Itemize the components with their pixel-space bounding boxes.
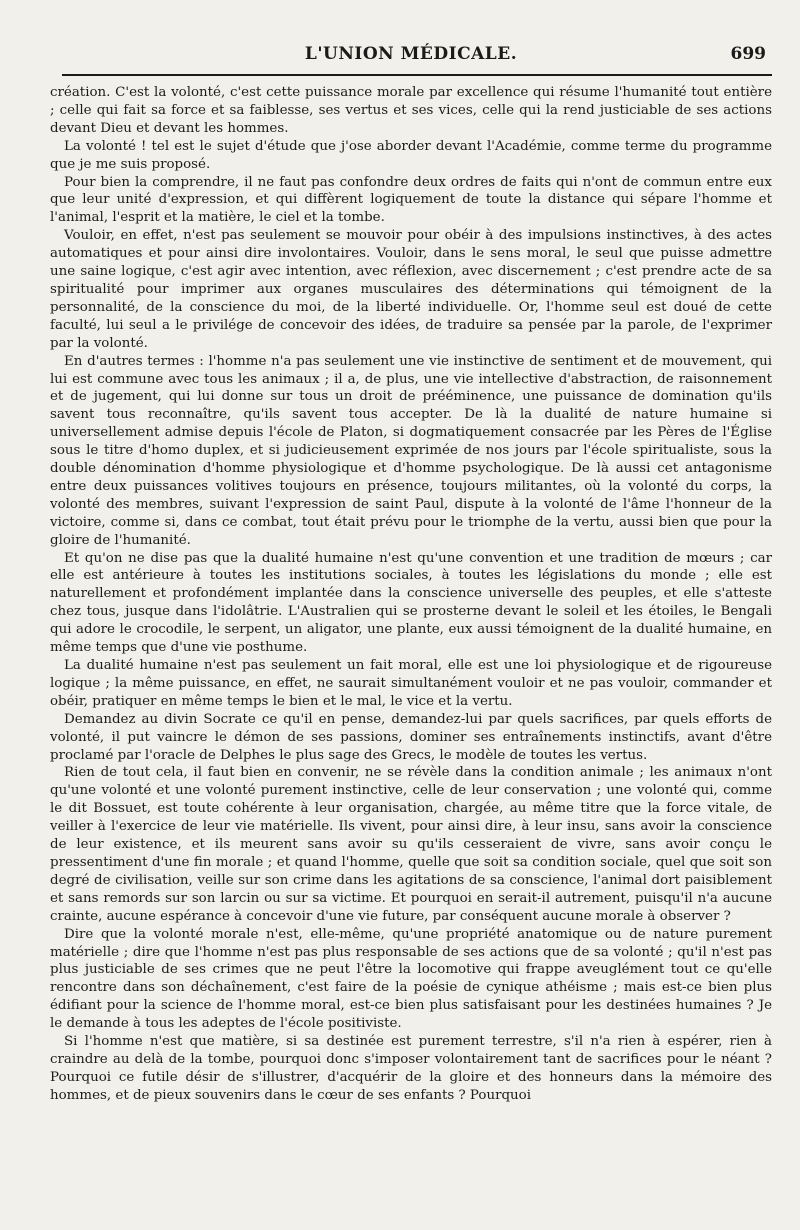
page-header	[50, 40, 772, 70]
paragraph: création. C'est la volonté, c'est cette puissance morale par excellence qui résume l'humanité tout entière ; celle qui fait sa force et sa faiblesse, ses vertus et ses vices, celle qui la rend justiciable de ses actions devant Dieu et devant les hommes.	[50, 85, 772, 136]
paragraph: La volonté ! tel est le sujet d'étude que j'ose aborder devant l'Académie, comme terme du programme que je me suis proposé.	[50, 138, 772, 172]
paragraph: Et qu'on ne dise pas que la dualité humaine n'est qu'une convention et une tradition de mœurs ; car elle est antérieure à toutes les institutions sociales, à toutes les législations du monde ; elle est naturellement et profondément implantée dans la conscience universelle des peuples, et elle s'atteste chez tous, jusque dans l'idolâtrie. L'Australien qui se prosterne devant le soleil et les étoiles, le Bengali qui adore le crocodile, le serpent, un aligator, une plante, eux aussi témoignent de la dualité humaine, en même temps que d'une vie posthume.	[50, 550, 772, 656]
body-text	[50, 84, 772, 1105]
paragraph: Si l'homme n'est que matière, si sa destinée est purement terrestre, s'il n'a rien à espérer, rien à craindre au delà de la tombe, pourquoi donc s'imposer volontairement tant de sacrifices pour le néant ? Pourquoi ce futile désir de s'illustrer, d'acquérir de la gloire et des honneurs dans la mémoire des hommes, et de pieux souvenirs dans le cœur de ses enfants ? Pourquoi	[50, 1034, 772, 1103]
page-number: 699	[730, 44, 766, 64]
paragraph: Rien de tout cela, il faut bien en convenir, ne se révèle dans la condition animale ; les animaux n'ont qu'une volonté et une volonté purement instinctive, celle de leur conservation ; une volonté qui, comme le dit Bossuet, est toute cohérente à leur organisation, chargée, au même titre que la force vitale, de veiller à l'exercice de leur vie matérielle. Ils vivent, pour ainsi dire, à leur insu, sans avoir la conscience de leur existence, et ils meurent sans avoir su qu'ils cesseraient de vivre, sans avoir conçu le pressentiment d'une fin morale ; et quand l'homme, quelle que soit sa condition sociale, quel que soit son degré de civilisation, veille sur son crime dans les agitations de sa conscience, l'animal dort paisiblement et sans remords sur son larcin ou sur sa victime. Et pourquoi en serait-il autrement, puisqu'il n'a aucune crainte, aucune espérance à concevoir d'une vie future, par conséquent aucune morale à observer ?	[50, 765, 772, 924]
paragraph: En d'autres termes : l'homme n'a pas seulement une vie instinctive de sentiment et de mouvement, qui lui est commune avec tous les animaux ; il a, de plus, une vie intellective d'abstraction, de raisonnement et de jugement, qui lui donne sur tous un droit de prééminence, une puissance de domination qu'ils savent tous reconnaître, qu'ils savent tous accepter. De là la dualité de nature humaine si universellement admise depuis l'école de Platon, si dogmatiquement consacrée par les Pères de l'Église sous le titre d'homo duplex, et si judicieusement exprimée de nos jours par l'école spiritualiste, sous la double dénomination d'homme physiologique et d'homme psychologique. De là aussi cet antagonisme entre deux puissances volitives toujours en présence, toujours militantes, où la volonté du corps, la volonté des membres, suivant l'expression de saint Paul, dispute à la volonté de l'âme l'honneur de la victoire, comme si, dans ce combat, tout était prévu pour le triomphe de la vertu, aussi bien que pour la gloire de l'humanité.	[50, 353, 772, 548]
paragraph: Pour bien la comprendre, il ne faut pas confondre deux ordres de faits qui n'ont de commun entre eux que leur unité d'expression, et qui diffèrent logiquement de toute la distance qui sépare l'homme et l'animal, l'esprit et la matière, le ciel et la tombe.	[50, 174, 772, 226]
paragraph: Vouloir, en effet, n'est pas seulement se mouvoir pour obéir à des impulsions instinctives, à des actes automatiques et pour ainsi dire involontaires. Vouloir, dans le sens moral, le seul que puisse admettre une saine logique, c'est agir avec intention, avec réflexion, avec discernement ; c'est prendre acte de sa spiritualité pour imprimer aux organes musculaires des déterminations qui témoignent de la personnalité, de la conscience du moi, de la liberté individuelle. Or, l'homme seul est doué de cette faculté, lui seul a le privilége de concevoir des idées, de traduire sa pensée par la parole, de l'exprimer par la volonté.	[50, 228, 772, 351]
header-rule	[62, 74, 772, 76]
paragraph: La dualité humaine n'est pas seulement un fait moral, elle est une loi physiologique et de rigoureuse logique ; la même puissance, en effet, ne saurait simultanément vouloir et ne pas vouloir, commander et obéir, pratiquer en même temps le bien et le mal, le vice et la vertu.	[50, 658, 772, 709]
paragraph: Demandez au divin Socrate ce qu'il en pense, demandez-lui par quels sacrifices, par quels efforts de volonté, il put vaincre le démon de ses passions, dominer ses entraînements instinctifs, avant d'être proclamé par l'oracle de Delphes le plus sage des Grecs, le modèle de toutes les vertus.	[50, 711, 772, 763]
paragraph: Dire que la volonté morale n'est, elle-même, qu'une propriété anatomique ou de nature purement matérielle ; dire que l'homme n'est pas plus responsable de ses actions que de sa volonté ; qu'il n'est pas plus justiciable de ses crimes que ne peut l'être la locomotive qui frappe aveuglément tout ce qu'elle rencontre dans son déchaînement, c'est faire de la poésie de cynique athéisme ; mais est-ce bien plus édifiant pour la science de l'homme moral, est-ce bien plus satisfaisant pour les destinées humaines ? Je le demande à tous les adeptes de l'école positiviste.	[50, 926, 772, 1032]
running-title: L'UNION MÉDICALE.	[304, 44, 518, 64]
